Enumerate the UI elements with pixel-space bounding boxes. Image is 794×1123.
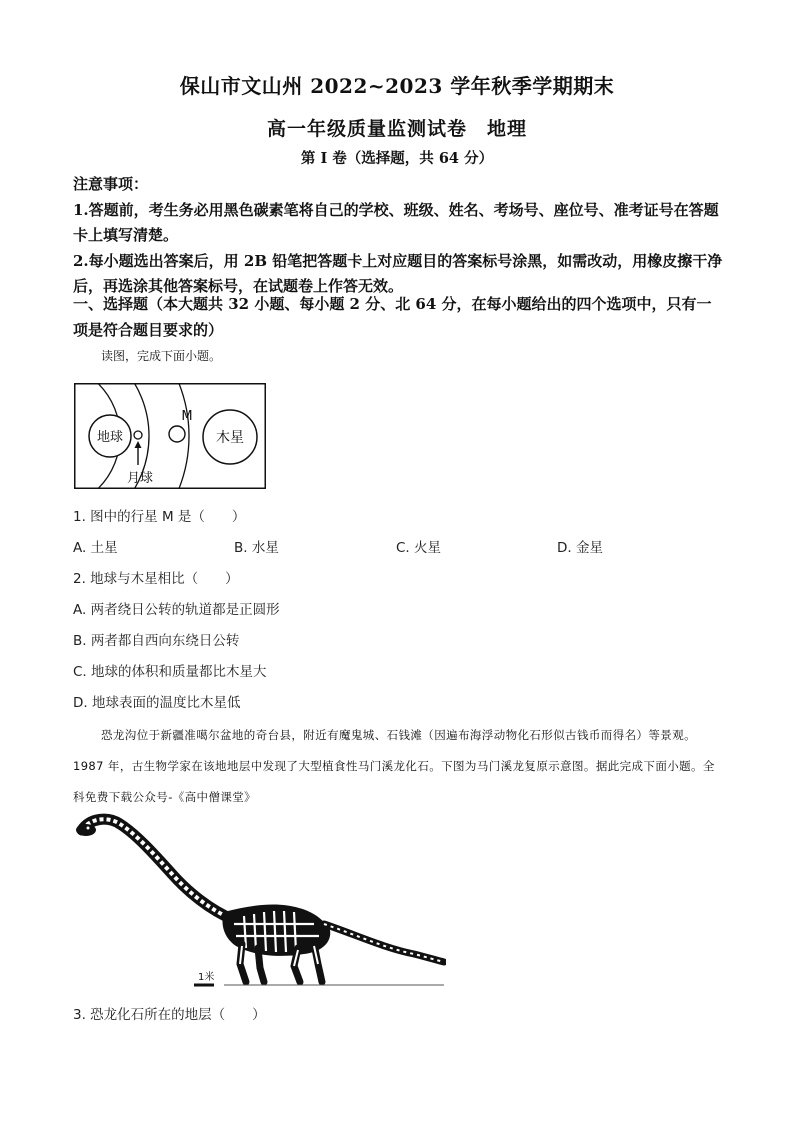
dinosaur-figure <box>74 812 446 990</box>
q1-option-d: D. 金星 <box>557 540 603 556</box>
moon-label: 月球 <box>126 471 154 486</box>
q1-stem: 1. 图中的行星 M 是（ ） <box>73 509 246 525</box>
group2-passage: 恐龙沟位于新疆准噶尔盆地的奇台县，附近有魔鬼城、石钱滩（因遍布海浮动物化石形似古钱币而得名）等景观。1987 年，古生物学家在该地地层中发现了大型植食性马门溪龙化石。下图为马门溪龙复原示意图。据此完成下面小题。全科免费下载公众号-《高中僧课堂》 <box>73 728 715 804</box>
exam-title: 保山市文山州 2022~2023 学年秋季学期期末 <box>179 74 615 98</box>
q2-option-b: B. 两者都自西向东绕日公转 <box>73 633 240 649</box>
jupiter-label: 木星 <box>216 430 244 446</box>
solar-system-diagram <box>74 383 266 489</box>
q2-option-d: D. 地球表面的温度比木星低 <box>73 695 241 711</box>
moon-icon <box>134 431 142 439</box>
q2-option-c: C. 地球的体积和质量都比木星大 <box>73 664 267 680</box>
earth-label: 地球 <box>96 430 124 445</box>
notes-heading: 注意事项： <box>73 175 149 193</box>
q1-option-c: C. 火星 <box>396 540 442 556</box>
notes-block <box>73 172 723 300</box>
planet-m-label: M <box>181 409 193 424</box>
section-heading: 一、选择题（本大题共 32 小题、每小题 2 分、北 64 分，在每小题给出的四个选项中，只有一项是符合题目要求的） <box>73 295 712 339</box>
q3-stem: 3. 恐龙化石所在的地层（ ） <box>73 1007 266 1023</box>
group1-intro: 读图，完成下面小题。 <box>101 349 222 363</box>
q1-option-a: A. 土星 <box>73 540 118 556</box>
q1-option-b: B. 水星 <box>234 540 279 556</box>
part-title: 第 I 卷（选择题，共 64 分） <box>300 150 494 167</box>
q2-stem: 2. 地球与木星相比（ ） <box>73 571 239 587</box>
q2-option-a: A. 两者绕日公转的轨道都是正圆形 <box>73 602 280 618</box>
notes-item-2: 2.每小题选出答案后，用 2B 铅笔把答题卡上对应题目的答案标号涂黑，如需改动，用橡皮擦干净后，再选涂其他答案标号，在试题卷上作答无效。 <box>73 251 723 295</box>
scale-label: 1米 <box>198 972 215 983</box>
dinosaur-head <box>76 824 96 836</box>
planet-m-icon <box>169 426 185 442</box>
exam-subtitle: 高一年级质量监测试卷 地理 <box>266 118 527 140</box>
notes-item-1: 1.答题前，考生务必用黑色碳素笔将自己的学校、班级、姓名、考场号、座位号、准考证号在答题卡上填写清楚。 <box>73 200 719 244</box>
dinosaur-neck <box>82 819 234 920</box>
